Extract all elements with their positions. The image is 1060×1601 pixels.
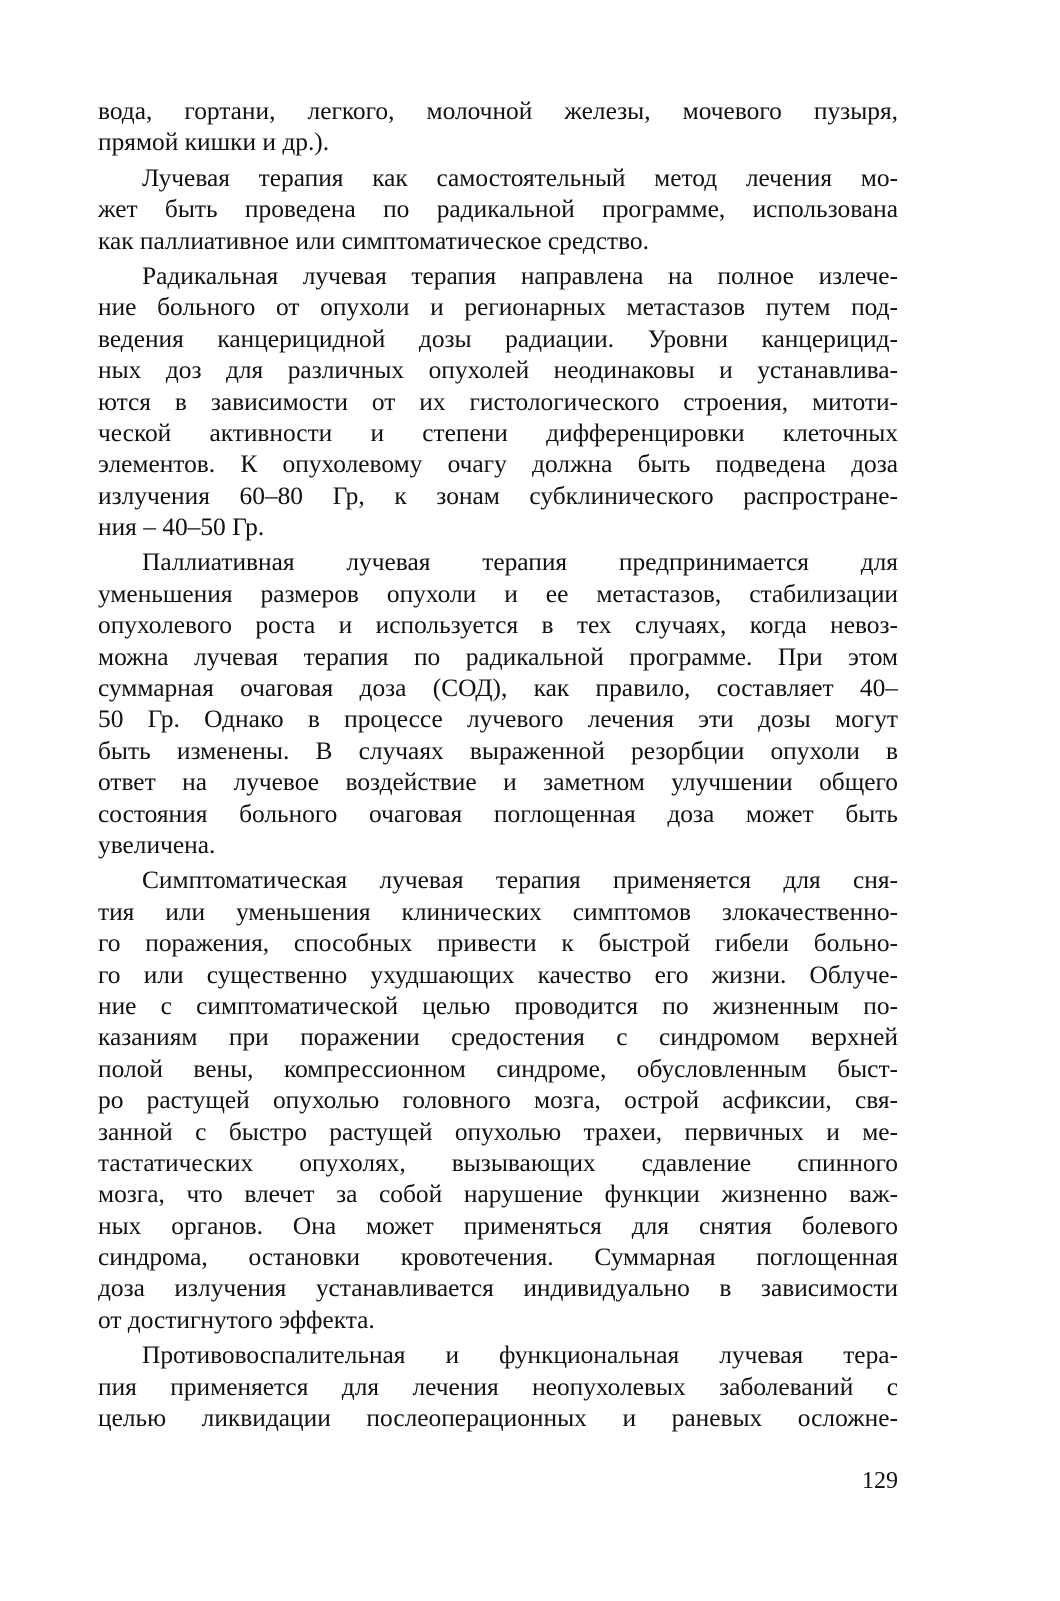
text-line: от достигнутого эффекта. bbox=[98, 1305, 375, 1334]
text-line: ответ на лучевое воздействие и заметном улучшении общего bbox=[98, 768, 898, 797]
text-line: жет быть проведена по радикальной программе, использована bbox=[98, 195, 898, 224]
text-line: занной с быстро растущей опухолью трахеи, первичных и ме- bbox=[98, 1117, 898, 1146]
text-line: ния – 40–50 Гр. bbox=[98, 513, 265, 542]
text-line: Лучевая терапия как самостоятельный метод лечения мо- bbox=[142, 163, 898, 192]
text-line: ние больного от опухоли и регионарных метастазов путем под- bbox=[98, 293, 898, 322]
text-line: увеличена. bbox=[98, 830, 216, 859]
text-line: пия применяется для лечения неопухолевых заболеваний с bbox=[98, 1372, 898, 1401]
text-line: уменьшения размеров опухоли и ее метастазов, стабилизации bbox=[98, 579, 898, 608]
text-line: ются в зависимости от их гистологического строения, митоти- bbox=[98, 387, 898, 416]
text-line: как паллиативное или симптоматическое средство. bbox=[98, 226, 649, 255]
text-line: элементов. К опухолевому очагу должна быть подведена доза bbox=[98, 450, 898, 479]
paragraph bbox=[98, 547, 898, 861]
text-line: опухолевого роста и используется в тех случаях, когда невоз- bbox=[98, 611, 898, 640]
text-line: го или существенно ухудшающих качество его жизни. Облуче- bbox=[98, 960, 898, 989]
text-line: го поражения, способных привести к быстрой гибели больно- bbox=[98, 929, 898, 958]
paragraph bbox=[98, 1340, 898, 1434]
paragraph bbox=[98, 163, 898, 257]
text-line: 50 Гр. Однако в процессе лучевого лечения эти дозы могут bbox=[98, 705, 898, 734]
text-line: быть изменены. В случаях выраженной резорбции опухоли в bbox=[98, 736, 898, 765]
text-line: Симптоматическая лучевая терапия применяется для сня- bbox=[142, 866, 898, 895]
text-line: мозга, что влечет за собой нарушение функции жизненно важ- bbox=[98, 1180, 898, 1209]
text-line: ных органов. Она может применяться для снятия болевого bbox=[98, 1211, 898, 1240]
paragraph bbox=[98, 865, 898, 1336]
text-line: Радикальная лучевая терапия направлена на полное излече- bbox=[142, 261, 898, 290]
text-line: Противовоспалительная и функциональная лучевая тера- bbox=[142, 1341, 898, 1370]
text-line: тия или уменьшения клинических симптомов злокачественно- bbox=[98, 897, 898, 926]
text-line: целью ликвидации послеоперационных и раневых осложне- bbox=[98, 1404, 898, 1433]
paragraph bbox=[98, 261, 898, 544]
text-line: суммарная очаговая доза (СОД), как правило, составляет 40– bbox=[98, 674, 898, 703]
text-line: синдрома, остановки кровотечения. Суммарная поглощенная bbox=[98, 1243, 898, 1272]
paragraph bbox=[98, 96, 898, 159]
text-line: казаниям при поражении средостения с синдромом верхней bbox=[98, 1023, 898, 1052]
text-line: ных доз для различных опухолей неодинаковы и устанавлива- bbox=[98, 356, 898, 385]
text-line: можна лучевая терапия по радикальной программе. При этом bbox=[98, 642, 898, 671]
text-line: тастатических опухолях, вызывающих сдавление спинного bbox=[98, 1148, 898, 1177]
text-line: доза излучения устанавливается индивидуально в зависимости bbox=[98, 1274, 898, 1303]
text-line: прямой кишки и др.). bbox=[98, 128, 330, 157]
text-line: ние с симптоматической целью проводится по жизненным по- bbox=[98, 991, 898, 1020]
body-text bbox=[98, 96, 898, 1434]
text-line: вода, гортани, легкого, молочной железы, мочевого пузыря, bbox=[98, 97, 898, 125]
page-number: 129 bbox=[862, 1468, 898, 1494]
text-line: Паллиативная лучевая терапия предпринимается для bbox=[142, 548, 898, 577]
text-line: состояния больного очаговая поглощенная доза может быть bbox=[98, 799, 898, 828]
text-line: полой вены, компрессионном синдроме, обусловленным быст- bbox=[98, 1054, 898, 1083]
text-line: излучения 60–80 Гр, к зонам субклинического распростране- bbox=[98, 481, 898, 510]
text-line: ведения канцерицидной дозы радиации. Уровни канцерицид- bbox=[98, 324, 898, 353]
text-line: ро растущей опухолью головного мозга, острой асфиксии, свя- bbox=[98, 1086, 898, 1115]
text-line: ческой активности и степени дифференцировки клеточных bbox=[98, 418, 898, 447]
